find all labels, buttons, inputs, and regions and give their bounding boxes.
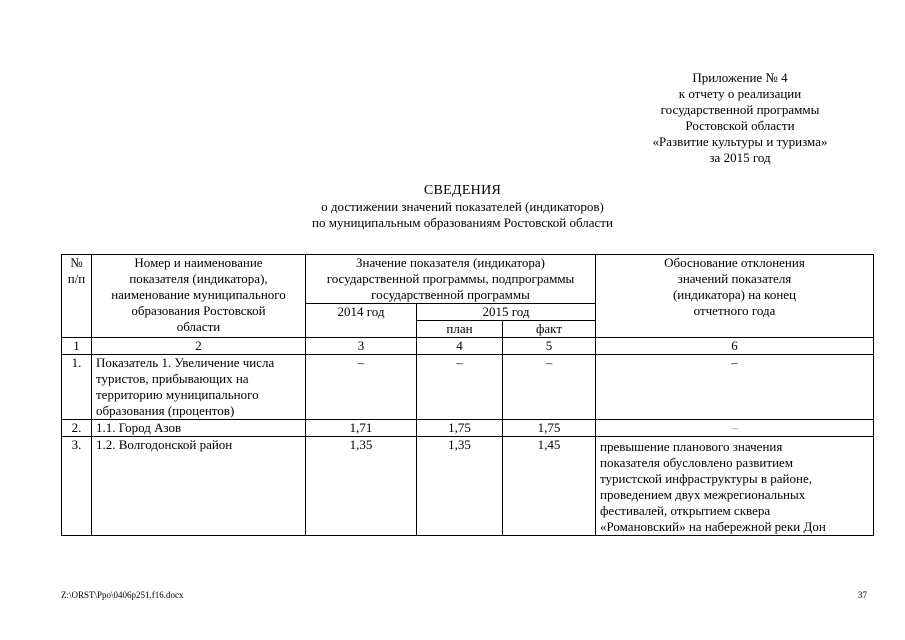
row-fact: 1,75 — [503, 420, 596, 437]
row-reason: превышение планового значения показателя обусловлено развитием туристской инфраструктуры в районе, проведением двух межрегиональных фестивалей, открытием сквера «Романовский» на набережной реки Дон — [596, 437, 874, 536]
row-2014: 1,71 — [306, 420, 417, 437]
row-num: 2. — [62, 420, 92, 437]
appendix-line: «Развитие культуры и туризма» — [652, 134, 828, 149]
row-2014: 1,35 — [306, 437, 417, 536]
appendix-line: Приложение № 4 — [692, 70, 788, 85]
appendix-line: Ростовской области — [685, 118, 795, 133]
file-path: Z:\ORST\Ppo\0406p251.f16.docx — [61, 590, 184, 600]
document-heading — [150, 183, 775, 231]
row-plan: 1,35 — [417, 437, 503, 536]
row-plan: – — [417, 355, 503, 420]
row-reason: – — [596, 420, 874, 437]
document-subtitle: о достижении значений показателей (индикаторов) — [321, 199, 604, 214]
row-plan: 1,75 — [417, 420, 503, 437]
document-subtitle: по муниципальным образованиям Ростовской области — [312, 215, 613, 230]
header-plan: план — [417, 321, 503, 338]
row-num: 3. — [62, 437, 92, 536]
table-header-row — [62, 255, 874, 304]
appendix-line: за 2015 год — [709, 150, 771, 165]
document-title: СВЕДЕНИЯ — [423, 183, 502, 198]
page-number: 37 — [858, 590, 867, 600]
appendix-header — [600, 70, 880, 166]
indicators-table — [61, 254, 874, 536]
header-reason: Обоснование отклонения значений показателя (индикатора) на конец отчетного года — [596, 255, 874, 338]
column-number: 5 — [503, 338, 596, 355]
header-name: Номер и наименование показателя (индикатора), наименование муниципального образования Ростовской области — [92, 255, 306, 338]
column-number: 1 — [62, 338, 92, 355]
header-2015: 2015 год — [417, 304, 596, 321]
row-num: 1. — [62, 355, 92, 420]
header-fact: факт — [503, 321, 596, 338]
column-number: 6 — [596, 338, 874, 355]
row-name: 1.2. Волгодонской район — [92, 437, 306, 536]
table-row — [62, 420, 874, 437]
header-2014: 2014 год — [306, 304, 417, 338]
header-value: Значение показателя (индикатора) государственной программы, подпрограммы государственной программы — [306, 255, 596, 304]
column-number: 3 — [306, 338, 417, 355]
column-number-row — [62, 338, 874, 355]
row-name: Показатель 1. Увеличение числа туристов, прибывающих на территорию муниципального образования (процентов) — [92, 355, 306, 420]
row-2014: – — [306, 355, 417, 420]
appendix-line: к отчету о реализации — [678, 86, 802, 101]
row-reason: – — [596, 355, 874, 420]
table-row — [62, 355, 874, 420]
row-fact: 1,45 — [503, 437, 596, 536]
row-name: 1.1. Город Азов — [92, 420, 306, 437]
appendix-line: государственной программы — [660, 102, 820, 117]
table-row — [62, 437, 874, 536]
header-num: № п/п — [62, 255, 92, 338]
column-number: 4 — [417, 338, 503, 355]
column-number: 2 — [92, 338, 306, 355]
row-fact: – — [503, 355, 596, 420]
